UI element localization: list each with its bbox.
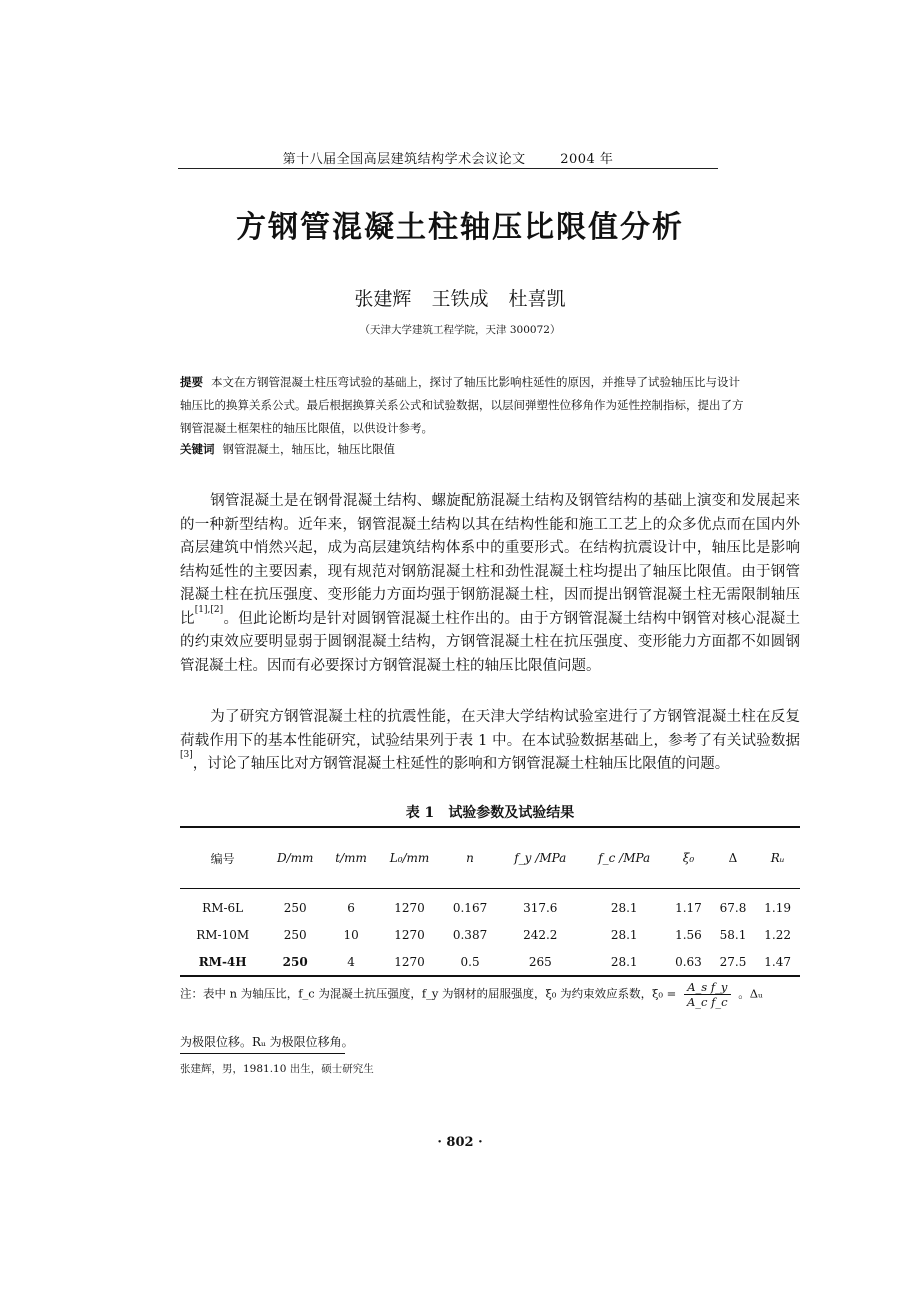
col-header: Δ	[728, 851, 738, 865]
table-cell: RM-10M	[196, 927, 250, 942]
table-cell: 0.63	[675, 954, 702, 969]
table-cell: 28.1	[610, 900, 638, 915]
journal-year: 2004 年	[560, 152, 614, 167]
page-number: · 802 ·	[437, 1135, 483, 1150]
table-cell: 250	[283, 900, 307, 915]
table-cell: 27.5	[719, 954, 747, 969]
col-header: n	[466, 851, 474, 865]
table-cell: RM-4H	[198, 954, 247, 969]
table-cell: 1.22	[764, 927, 792, 942]
paragraph-text: 为了研究方钢管混凝土柱的抗震性能，在天津大学结构试验室进行了方钢管混凝土柱在反复荷载作用下的基本性能研究，试验结果列于表 1 中。在本试验数据基础上，参考了有关试验数据	[180, 709, 800, 749]
table-cell: 250	[282, 954, 308, 969]
table-cell: 1.19	[764, 900, 792, 915]
table-cell: 58.1	[719, 927, 747, 942]
body-paragraph-2	[180, 706, 800, 777]
header-rule	[178, 168, 718, 169]
affiliation: （天津大学建筑工程学院，天津 300072）	[359, 324, 561, 336]
col-header: ξ₀	[682, 851, 695, 865]
confinement-formula	[684, 980, 731, 1009]
author-name: 张建辉	[354, 288, 412, 310]
table-cell: 265	[528, 954, 552, 969]
col-header: f_c /MPa	[598, 851, 651, 865]
table-cell: 28.1	[610, 954, 638, 969]
table-cell: 67.8	[719, 900, 747, 915]
table-cell: 1270	[394, 927, 425, 942]
paper-title: 方钢管混凝土柱轴压比限值分析	[236, 210, 684, 245]
table-cell: 242.2	[523, 927, 558, 942]
formula-denominator: A_c f_c	[686, 995, 728, 1009]
table-cell: 0.167	[452, 900, 488, 915]
paragraph-text: ，讨论了轴压比对方钢管混凝土柱延性的影响和方钢管混凝土柱轴压比限值的问题。	[192, 756, 730, 772]
author-name: 王铁成	[431, 288, 489, 310]
abstract	[180, 371, 745, 440]
table-number: 表 1	[405, 805, 435, 821]
col-header: L₀/mm	[389, 851, 430, 865]
citation-ref: [3]	[180, 750, 193, 760]
table-caption	[180, 802, 800, 822]
table-caption-text: 试验参数及试验结果	[448, 805, 575, 821]
journal-name: 第十八届全国高层建筑结构学术会议论文	[282, 152, 526, 167]
running-header	[178, 148, 718, 167]
author-name: 杜喜凯	[508, 288, 566, 310]
author-footnote: 张建辉，男，1981.10 出生，硕士研究生	[180, 1063, 374, 1075]
paragraph-text: 。但此论断均是针对圆钢管混凝土柱作出的。由于方钢管混凝土结构中钢管对核心混凝土的约束效应要明显弱于圆钢混凝土结构，方钢管混凝土柱在抗压强度、变形能力方面都不如圆钢管混凝土柱。因而有必要探讨方钢管混凝土柱的轴压比限值问题。	[180, 610, 801, 674]
results-table	[180, 826, 800, 977]
keywords-label: 关键词	[180, 442, 215, 456]
table-cell: 1270	[394, 954, 425, 969]
citation-ref: [1],[2]	[194, 604, 224, 615]
formula-numerator: A_s f_y	[684, 980, 731, 995]
table-cell: 1.17	[675, 900, 702, 915]
table-cell: 4	[347, 954, 355, 969]
table-cell: 28.1	[610, 927, 638, 942]
table-cell: 10	[343, 927, 359, 942]
table-note-continued: 为极限位移。Rᵤ 为极限位移角。	[180, 1035, 354, 1049]
table-row	[180, 889, 800, 922]
keywords-text: 钢管混凝土，轴压比，轴压比限值	[222, 442, 395, 456]
table-cell: 1.47	[764, 954, 792, 969]
table-row	[180, 921, 800, 948]
col-header: t/mm	[335, 851, 367, 865]
abstract-text: 本文在方钢管混凝土柱压弯试验的基础上，探讨了轴压比影响柱延性的原因，并推导了试验轴压比与设计轴压比的换算关系公式。最后根据换算关系公式和试验数据，以层间弹塑性位移角作为延性控制指标，提出了方钢管混凝土框架柱的轴压比限值，以供设计参考。	[180, 375, 744, 435]
abstract-label: 提要	[180, 375, 203, 389]
body-paragraph-1	[180, 490, 800, 678]
table-cell: 1270	[394, 900, 425, 915]
col-header: D/mm	[276, 851, 314, 865]
note-text-end: 。Δᵤ	[738, 986, 763, 1001]
keywords	[180, 441, 745, 457]
table-cell: 0.5	[460, 954, 480, 969]
table-cell: RM-6L	[202, 900, 244, 915]
paragraph-text: 钢管混凝土是在钢骨混凝土结构、螺旋配筋混凝土结构及钢管结构的基础上演变和发展起来的一种新型结构。近年来，钢管混凝土结构以其在结构性能和施工工艺上的众多优点而在国内外高层建筑中悄然兴起，成为高层建筑结构体系中的重要形式。在结构抗震设计中，轴压比是影响结构延性的主要因素，现有规范对钢筋混凝土柱和劲性混凝土柱均提出了轴压比限值。由于钢管混凝土柱在抗压强度、变形能力方面均强于钢筋混凝土柱，因而提出钢管混凝土柱无需限制轴压比	[180, 493, 800, 627]
table-cell: 250	[283, 927, 307, 942]
table-note	[180, 980, 820, 1009]
table-row	[180, 948, 800, 976]
table-cell: 0.387	[452, 927, 488, 942]
table-header-row	[180, 827, 800, 889]
table-cell: 6	[347, 900, 355, 915]
note-text: 注：表中 n 为轴压比，f_c 为混凝土抗压强度，f_y 为钢材的屈服强度，ξ₀ 为约束效应系数，ξ₀ =	[180, 986, 677, 1001]
footnote-rule	[180, 1053, 345, 1054]
table-cell: 1.56	[675, 927, 702, 942]
col-header: 编号	[210, 851, 235, 866]
col-header: f_y /MPa	[514, 851, 567, 865]
col-header: Rᵤ	[770, 851, 785, 865]
author-list	[120, 284, 800, 311]
table-cell: 317.6	[523, 900, 558, 915]
